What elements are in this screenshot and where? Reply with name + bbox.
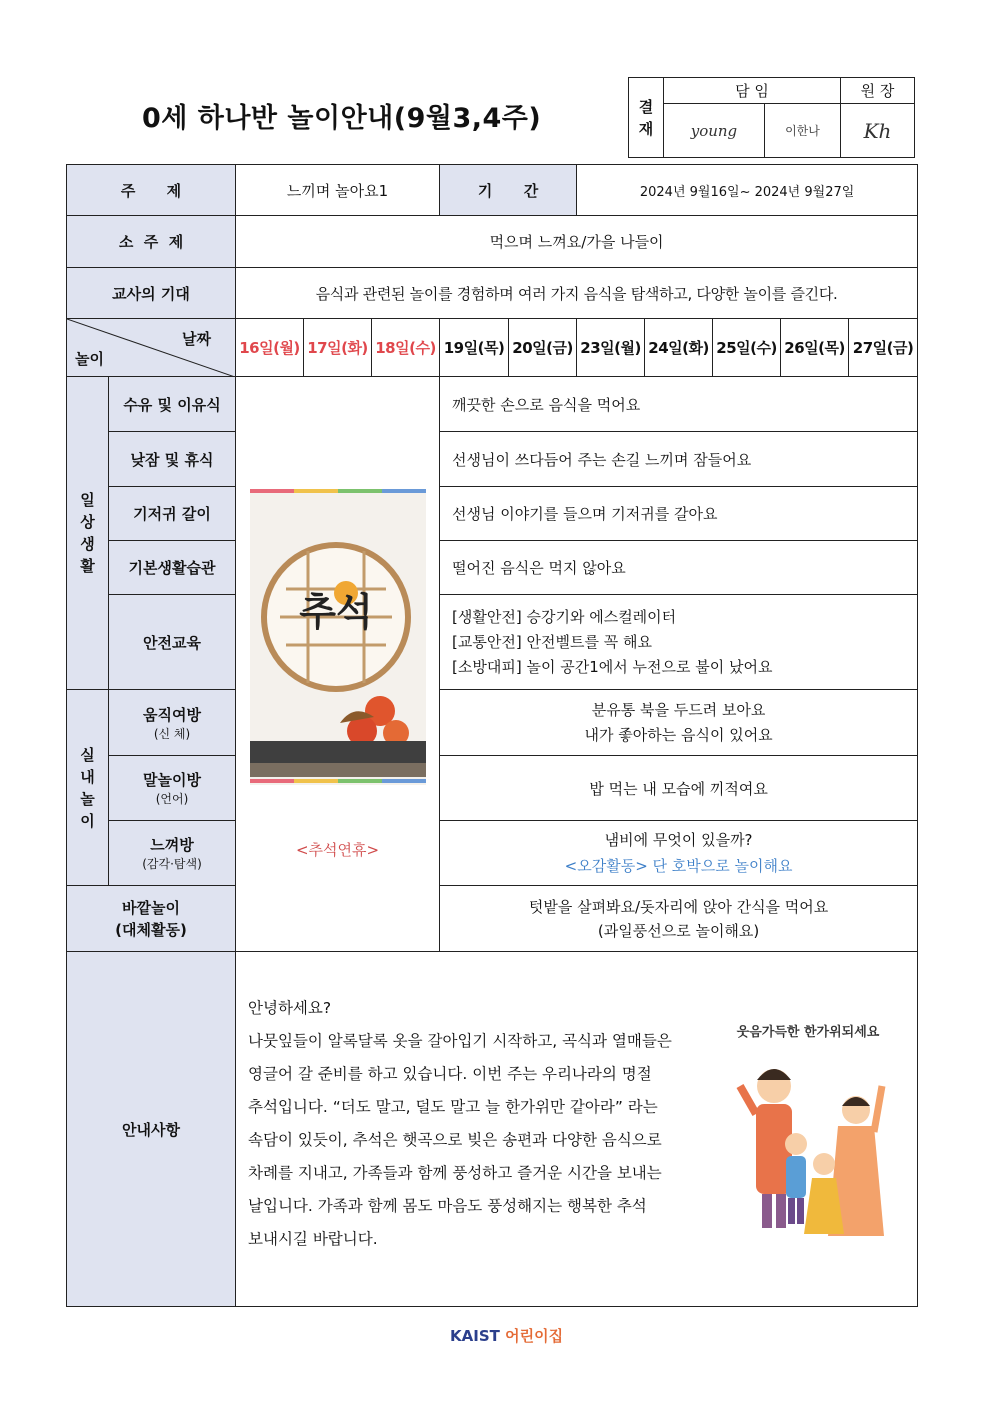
subtheme-value: 먹으며 느껴요/가을 나들이 <box>236 216 918 268</box>
indoor-line: 내가 좋아하는 음식이 있어요 <box>584 725 773 744</box>
indoor-group-label: 실 내 놀 이 <box>67 690 109 886</box>
chuseok-text: 추석 <box>298 589 373 634</box>
day-cell: 16일(월) <box>236 319 304 377</box>
subtheme-label: 소 주 제 <box>67 216 236 268</box>
outdoor-text <box>440 886 918 952</box>
day-cell: 26일(목) <box>781 319 849 377</box>
outdoor-line: 텃밭을 살펴봐요/돗자리에 앉아 간식을 먹어요 <box>528 897 829 916</box>
safety-text <box>440 595 918 690</box>
period-value: 2024년 9월16일~ 2024년 9월27일 <box>577 165 918 216</box>
notice-label: 안내사항 <box>67 952 236 1307</box>
safety-line: [교통안전] 안전벨트를 꼭 해요 <box>452 632 652 651</box>
indoor-line: 냄비에 무엇이 있을까? <box>604 831 753 849</box>
daily-row-label: 기본생활습관 <box>109 541 236 595</box>
notice-line: 차례를 지내고, 가족들과 함께 풍성하고 즐거운 시간을 보내는 <box>248 1164 662 1182</box>
day-cell: 23일(월) <box>577 319 645 377</box>
plan-table <box>66 164 918 1307</box>
theme-value: 느끼며 놀아요1 <box>236 165 440 216</box>
notice-line: 속담이 있듯이, 추석은 햇곡으로 빚은 송편과 다양한 음식으로 <box>248 1131 662 1149</box>
indoor-row-label <box>109 821 236 886</box>
director-label: 원 장 <box>841 78 915 104</box>
indoor-line: 분유통 북을 두드려 보아요 <box>591 700 766 719</box>
day-cell: 25일(수) <box>713 319 781 377</box>
day-cell: 18일(수) <box>372 319 440 377</box>
notice-line: 나뭇잎들이 알록달록 옷을 갈아입기 시작하고, 곡식과 열매들은 <box>248 1032 672 1050</box>
notice-line: 보내시길 바랍니다. <box>248 1230 378 1248</box>
indoor-sub: (감각·탐색) <box>142 857 202 871</box>
safety-line: [생활안전] 승강기와 에스컬레이터 <box>452 607 677 626</box>
safety-line: [소방대피] 놀이 공간1에서 누전으로 불이 났어요 <box>452 657 773 676</box>
day-cell: 19일(목) <box>440 319 509 377</box>
daily-row-text: 떨어진 음식은 먹지 않아요 <box>440 541 918 595</box>
page-title: 0세 하나반 놀이안내(9월3,4주) <box>142 103 542 134</box>
indoor-line: <오감활동> 단 호박으로 놀이해요 <box>564 857 793 875</box>
notice-line: 안녕하세요? <box>248 999 332 1017</box>
expect-value: 음식과 관련된 놀이를 경험하며 여러 가지 음식을 탐색하고, 다양한 놀이를 즐긴다. <box>236 268 918 319</box>
outdoor-label-1: 바깥놀이 <box>122 898 180 917</box>
daily-group-label: 일 상 생 활 <box>67 377 109 690</box>
greeting-art-text: 웃음가득한 한가위되세요 <box>736 1025 880 1040</box>
indoor-row-text <box>440 821 918 886</box>
director-signature: Kh <box>841 104 915 158</box>
day-cell: 17일(화) <box>304 319 372 377</box>
notice-line: 날입니다. 가족과 함께 몸도 마음도 풍성해지는 행복한 추석 <box>248 1197 647 1215</box>
teacher-signature-2: 이한나 <box>764 104 840 158</box>
indoor-label: 움직여방 <box>143 705 201 724</box>
day-cell: 27일(금) <box>849 319 918 377</box>
indoor-label: 말놀이방 <box>143 771 201 789</box>
footer-brand-2: 어린이집 <box>505 1327 564 1345</box>
expect-label: 교사의 기대 <box>67 268 236 319</box>
theme-label: 주 제 <box>67 165 236 216</box>
day-cell: 24일(화) <box>645 319 713 377</box>
daily-row-text: 선생님 이야기를 들으며 기저귀를 갈아요 <box>440 487 918 541</box>
date-play-corner <box>67 319 236 377</box>
play-label: 놀이 <box>75 350 104 368</box>
daily-row-label: 안전교육 <box>109 595 236 690</box>
teacher-label: 담 임 <box>664 78 841 104</box>
outdoor-line: (과일풍선으로 놀이해요) <box>597 921 760 940</box>
daily-row-text: 선생님이 쓰다듬어 주는 손길 느끼며 잠들어요 <box>440 432 918 487</box>
holiday-cell <box>236 377 440 952</box>
indoor-row-label <box>109 756 236 821</box>
daily-row-label: 낮잠 및 휴식 <box>109 432 236 487</box>
chuseok-illustration <box>250 489 426 785</box>
daily-row-label: 수유 및 이유식 <box>109 377 236 432</box>
indoor-row-text: 밥 먹는 내 모습에 끼적여요 <box>440 756 918 821</box>
family-illustration <box>736 1014 886 1254</box>
indoor-label: 느껴방 <box>150 836 194 854</box>
approval-box <box>628 77 915 158</box>
notice-line: 추석입니다. “더도 말고, 덜도 말고 늘 한가위만 같아라” 라는 <box>248 1098 658 1116</box>
daily-row-text: 깨끗한 손으로 음식을 먹어요 <box>440 377 918 432</box>
indoor-sub: (언어) <box>155 792 189 806</box>
date-label: 날짜 <box>182 330 212 348</box>
holiday-caption: <추석연휴> <box>295 841 380 859</box>
indoor-row-text <box>440 690 918 756</box>
day-cell: 20일(금) <box>509 319 577 377</box>
daily-row-label: 기저귀 갈이 <box>109 487 236 541</box>
indoor-sub: (신 체) <box>153 726 191 741</box>
approval-label: 결 재 <box>629 78 664 158</box>
notice-text <box>248 992 738 1256</box>
outdoor-label <box>67 886 236 952</box>
notice-cell <box>236 952 918 1307</box>
notice-line: 영글어 갈 준비를 하고 있습니다. 이번 주는 우리나라의 명절 <box>248 1065 652 1083</box>
period-label: 기 간 <box>440 165 577 216</box>
footer-brand: KAIST <box>450 1327 500 1345</box>
teacher-signature-1: young <box>664 104 765 158</box>
outdoor-label-2: (대체활동) <box>115 920 187 939</box>
footer-logo <box>450 1325 563 1346</box>
indoor-row-label <box>109 690 236 756</box>
